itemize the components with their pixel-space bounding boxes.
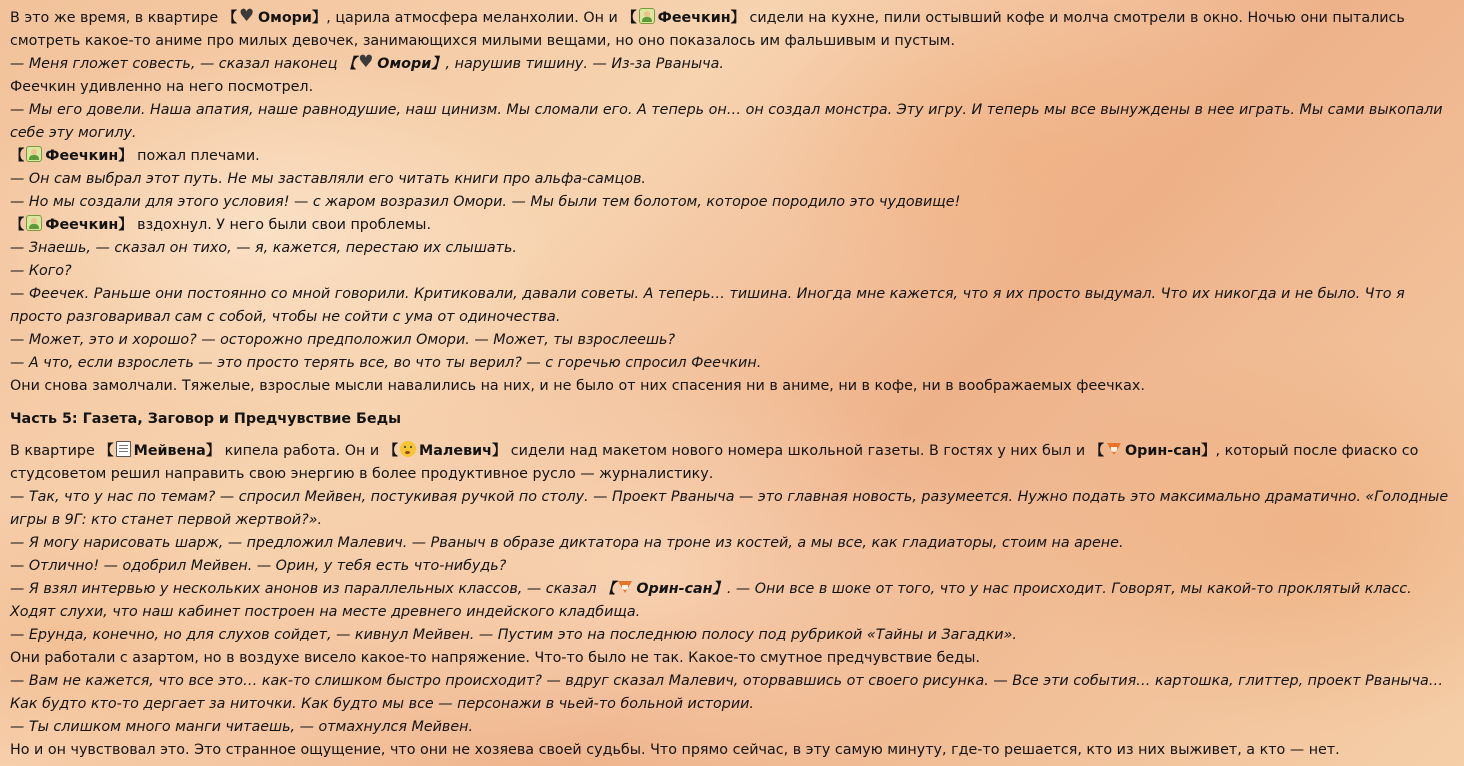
mention-feechkin: 【 Феечкин】 xyxy=(622,10,745,26)
mention-feechkin: 【 Феечкин】 xyxy=(10,148,133,164)
mention-orin: 【 Орин-сан】 xyxy=(1089,443,1216,459)
fox-icon xyxy=(617,579,633,595)
narration-line: Они работали с азартом, но в воздухе висело какое-то напряжение. Что-то было не так. Какое-то смутное предчувствие беды. xyxy=(10,650,980,666)
fox-icon xyxy=(1106,441,1122,457)
dialogue-line: — Знаешь, — сказал он тихо, — я, кажется, перестаю их слышать. xyxy=(10,240,517,256)
section-heading: Часть 5: Газета, Заговор и Предчувствие Беды xyxy=(10,411,402,427)
dialogue-line: — Ты слишком много манги читаешь, — отмахнулся Мейвен. xyxy=(10,719,474,735)
smiley-face-icon xyxy=(400,441,416,457)
mention-meiven: 【 Мейвена】 xyxy=(99,443,221,459)
narration-line: 【 Феечкин】 вздохнул. У него были свои проблемы. xyxy=(10,217,431,233)
dialogue-line: — Ерунда, конечно, но для слухов сойдет, — кивнул Мейвен. — Пустим это на последнюю полосу под рубрикой «Тайны и Загадки». xyxy=(10,627,1017,643)
mention-omori: 【♥ Омори】 xyxy=(223,10,327,26)
dialogue-line: — Феечек. Раньше они постоянно со мной говорили. Критиковали, давали советы. А теперь… тишина. Иногда мне кажется, что я их просто выдумал. Что их никогда и не было. Что я просто разговаривал сам с собой, чтобы не сойти с ума от одиночества. xyxy=(10,286,1405,325)
dialogue-line: — Я могу нарисовать шарж, — предложил Малевич. — Рваныч в образе диктатора на троне из костей, а мы все, как гладиаторы, стоим на арене. xyxy=(10,535,1124,551)
dialogue-line: — Может, это и хорошо? — осторожно предположил Омори. — Может, ты взрослеешь? xyxy=(10,332,676,348)
dialogue-line: — Я взял интервью у нескольких анонов из параллельных классов, — сказал 【 Орин-сан】. — Они все в шоке от того, что у нас происходит. Говорят, мы какой-то проклятый класс. Ходят слухи, что наш кабинет построен на месте древнего индейского кладбища. xyxy=(10,581,1412,620)
black-heart-icon xyxy=(358,54,374,70)
fairy-icon xyxy=(26,146,42,162)
black-heart-icon xyxy=(239,8,255,24)
narration-line: 【 Феечкин】 пожал плечами. xyxy=(10,148,260,164)
dialogue-line: — Но мы создали для этого условия! — с жаром возразил Омори. — Мы были тем болотом, которое породило это чудовище! xyxy=(10,194,961,210)
mention-orin: 【 Орин-сан】 xyxy=(601,581,727,597)
dialogue-line: — А что, если взрослеть — это просто терять все, во что ты верил? — с горечью спросил Феечкин. xyxy=(10,355,762,371)
mention-feechkin: 【 Феечкин】 xyxy=(10,217,133,233)
fairy-icon xyxy=(639,8,655,24)
mention-omori: 【♥ Омори】 xyxy=(342,56,446,72)
dialogue-line: — Меня гложет совесть, — сказал наконец 【♥ Омори】, нарушив тишину. — Из-за Рваныча. xyxy=(10,53,1450,76)
dialogue-line: — Так, что у нас по темам? — спросил Мейвен, постукивая ручкой по столу. — Проект Рваныча — это главная новость, разумеется. Нужно подать это максимально драматично. «Голодные игры в 9Г: кто станет первой жертвой?». xyxy=(10,489,1449,528)
dialogue-line: — Отлично! — одобрил Мейвен. — Орин, у тебя есть что-нибудь? xyxy=(10,558,507,574)
dialogue-line: — Он сам выбрал этот путь. Не мы заставляли его читать книги про альфа-самцов. xyxy=(10,171,646,187)
fairy-icon xyxy=(26,215,42,231)
paragraph-intro: В это же время, в квартире 【♥ Омори】, царила атмосфера меланхолии. Он и 【 Феечкин】 сидели на кухне, пили остывший кофе и молча смотрели в окно. Ночью они пытались смотреть какое-то аниме про милых девочек, занимающихся милыми вещами, но оно показалось им фальшивым и пустым. xyxy=(10,7,1450,53)
narration-line: Они снова замолчали. Тяжелые, взрослые мысли навалились на них, и не было от них спасения ни в аниме, ни в кофе, ни в воображаемых феечках. xyxy=(10,378,1145,394)
dialogue-line: — Мы его довели. Наша апатия, наше равнодушие, наш цинизм. Мы сломали его. А теперь он… он создал монстра. Эту игру. И теперь мы все вынуждены в нее играть. Мы сами выкопали себе эту могилу. xyxy=(10,102,1443,141)
narration-line: Феечкин удивленно на него посмотрел. xyxy=(10,79,314,95)
mention-malevich: 【 Малевич】 xyxy=(383,443,507,459)
notepad-icon xyxy=(116,441,131,457)
dialogue-line: — Кого? xyxy=(10,263,72,279)
dialogue-line: — Вам не кажется, что все это… как-то слишком быстро происходит? — вдруг сказал Малевич, оторвавшись от своего рисунка. — Все эти события… картошка, глиттер, проект Рваныча… Как будто кто-то дергает за ниточки. Как будто мы все — персонажи в чьей-то больной истории. xyxy=(10,673,1444,712)
narration-line: Но и он чувствовал это. Это странное ощущение, что они не хозяева своей судьбы. Что прямо сейчас, в эту самую минуту, где-то решается, кто из них выживет, а кто — нет. xyxy=(10,742,1340,758)
paragraph-part5: В квартире 【 Мейвена】 кипела работа. Он и 【 Малевич】 сидели над макетом нового номера школьной газеты. В гостях у них был и 【 Орин-сан】, который после фиаско со студсоветом решил направить свою энергию в более продуктивное русло — журналистику. xyxy=(10,443,1419,482)
